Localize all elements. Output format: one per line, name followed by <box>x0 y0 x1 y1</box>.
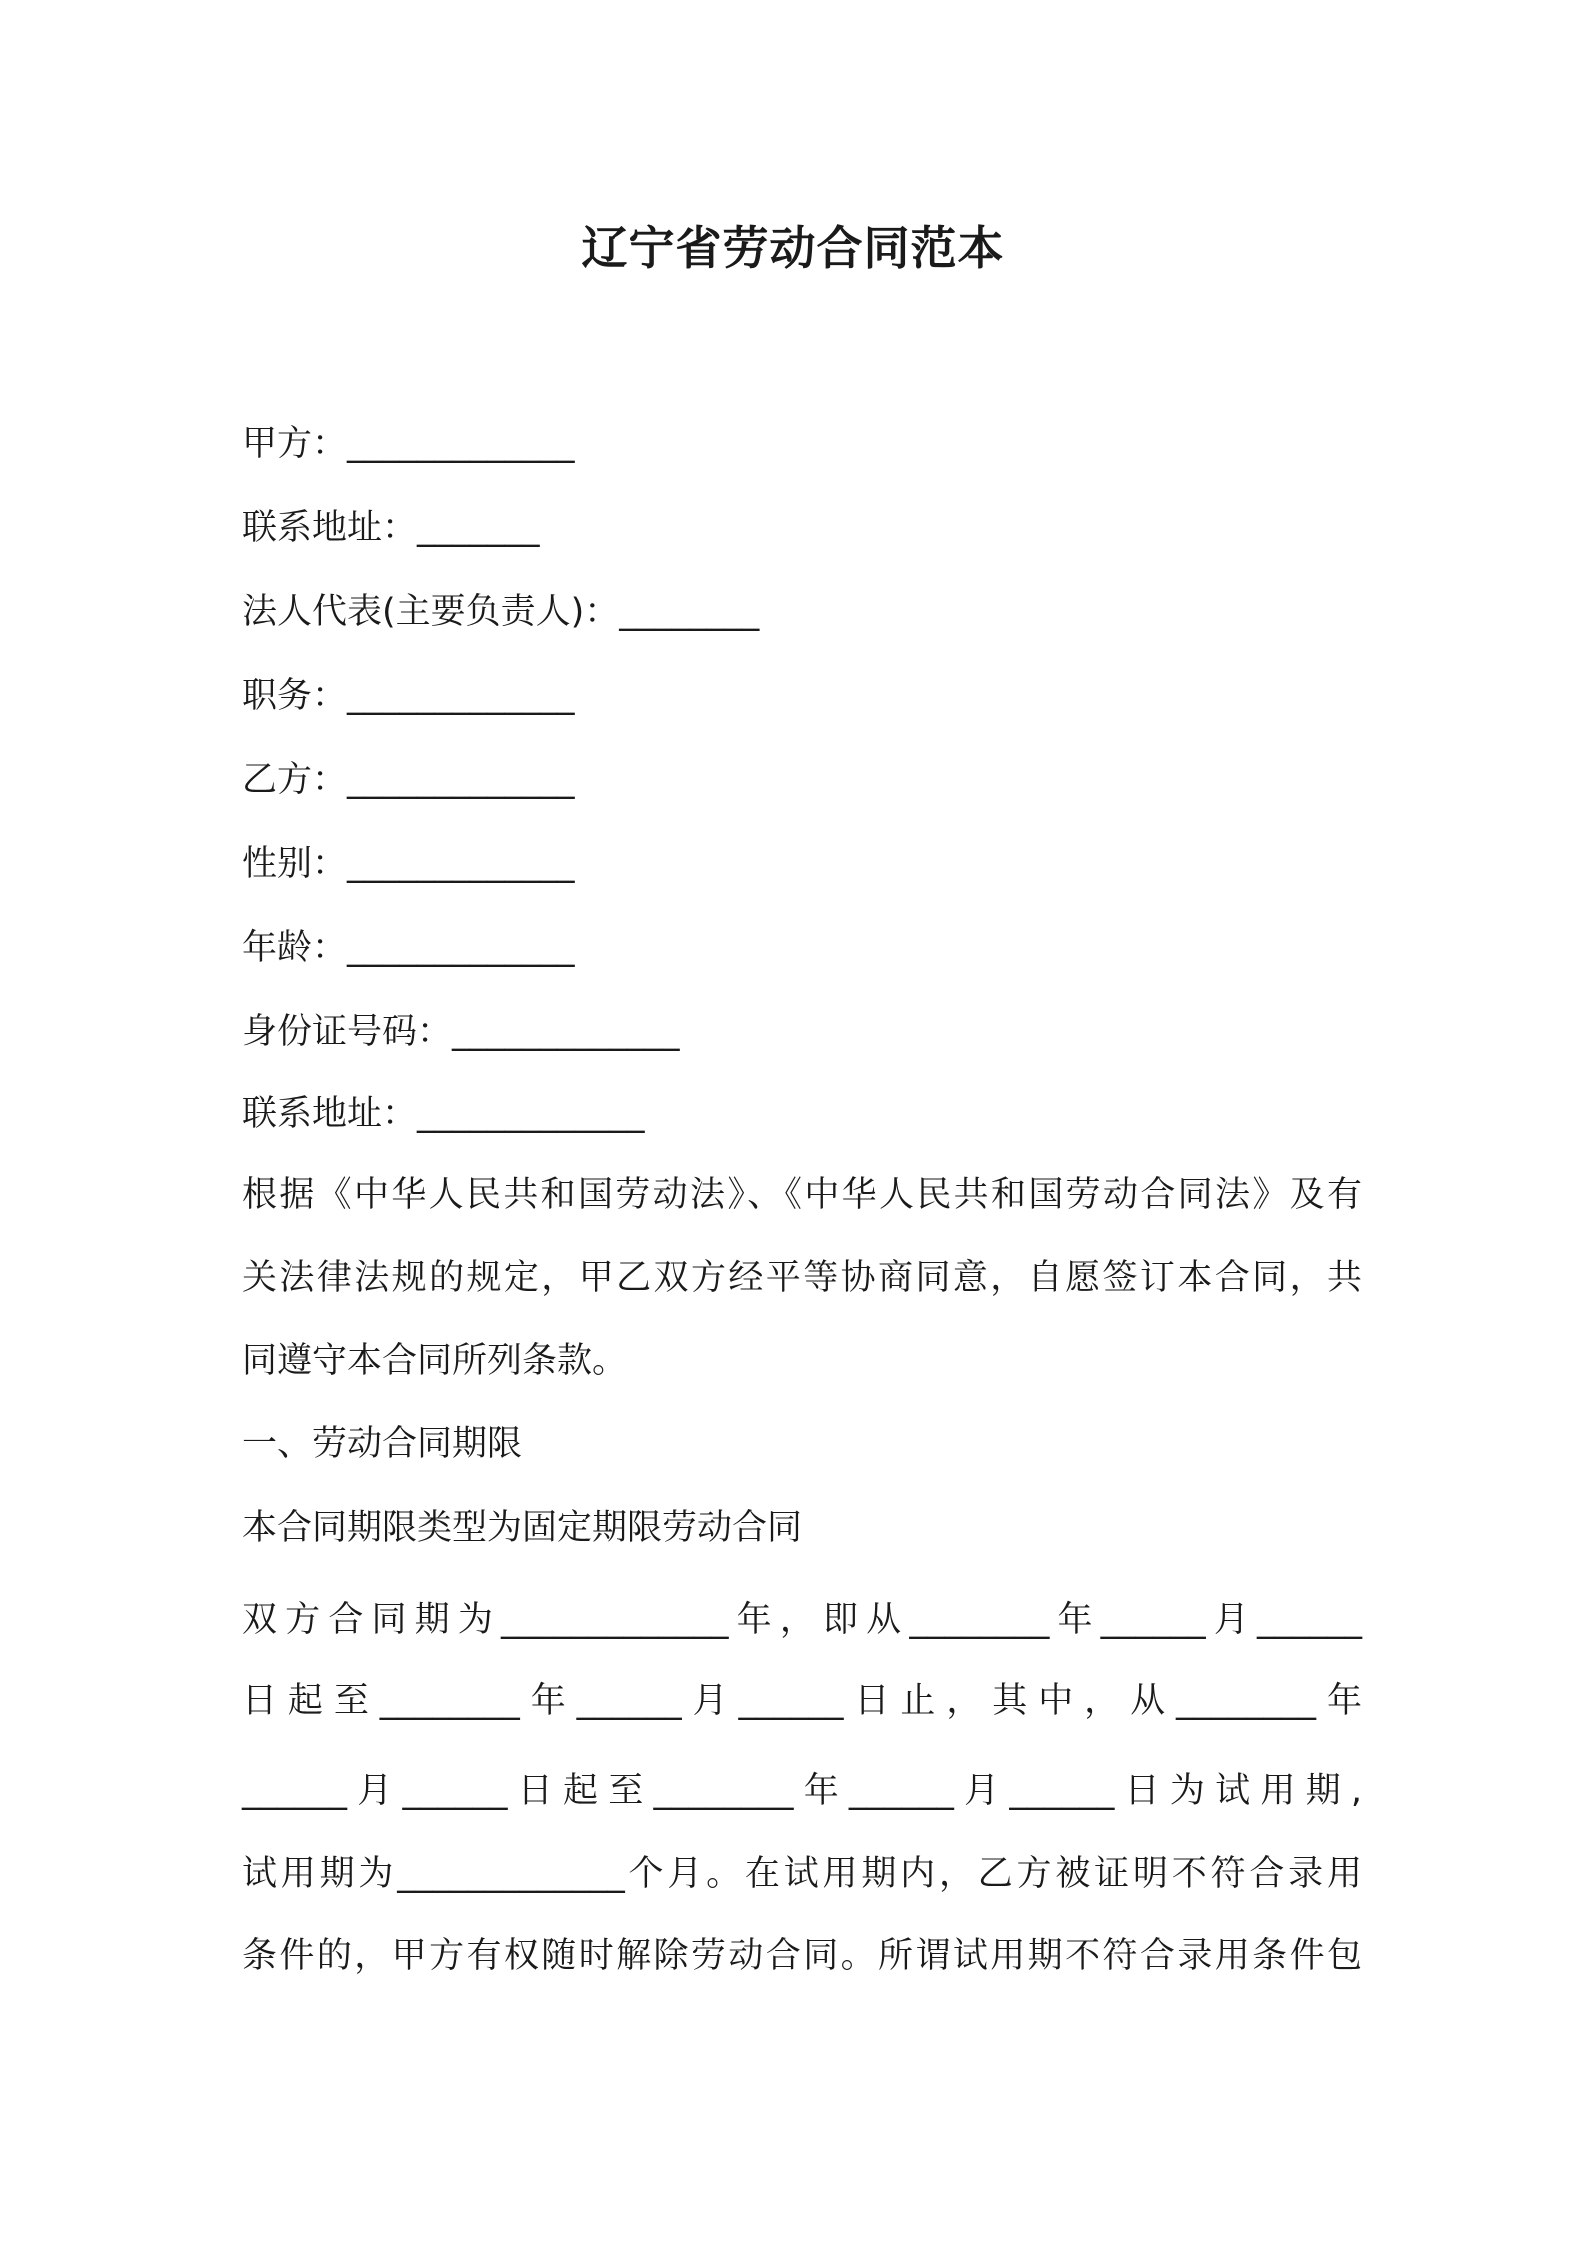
contract-term-line: 日起至________年______月______日止，其中，从________年 <box>242 1681 1362 1721</box>
field-address-a: 联系地址：_______ <box>242 508 540 548</box>
field-id-number: 身份证号码：_____________ <box>242 1012 680 1052</box>
field-position: 职务：_____________ <box>242 676 575 716</box>
contract-term-line: ______月______日起至________年______月______日为试用期, <box>242 1771 1362 1811</box>
section-heading: 一、劳动合同期限 <box>242 1424 523 1464</box>
contract-term-line: 双方合同期为_____________年，即从________年______月______ <box>242 1600 1362 1640</box>
preamble-line: 关法律法规的规定，甲乙双方经平等协商同意，自愿签订本合同，共 <box>242 1258 1362 1298</box>
contract-type-line: 本合同期限类型为固定期限劳动合同 <box>242 1508 803 1548</box>
field-gender: 性别：_____________ <box>242 844 575 884</box>
field-age: 年龄：_____________ <box>242 928 575 968</box>
document-title: 辽宁省劳动合同范本 <box>581 221 1005 275</box>
field-party-a: 甲方：_____________ <box>242 424 575 464</box>
field-address-b: 联系地址：_____________ <box>242 1094 645 1134</box>
field-party-b: 乙方：_____________ <box>242 760 575 800</box>
contract-term-line: 条件的，甲方有权随时解除劳动合同。所谓试用期不符合录用条件包 <box>242 1936 1362 1976</box>
preamble-line: 根据《中华人民共和国劳动法》、《中华人民共和国劳动合同法》及有 <box>242 1175 1362 1215</box>
preamble-line: 同遵守本合同所列条款。 <box>242 1341 628 1381</box>
field-legal-representative: 法人代表(主要负责人)：________ <box>242 592 760 632</box>
contract-term-line: 试用期为_____________个月。在试用期内，乙方被证明不符合录用 <box>242 1854 1362 1894</box>
